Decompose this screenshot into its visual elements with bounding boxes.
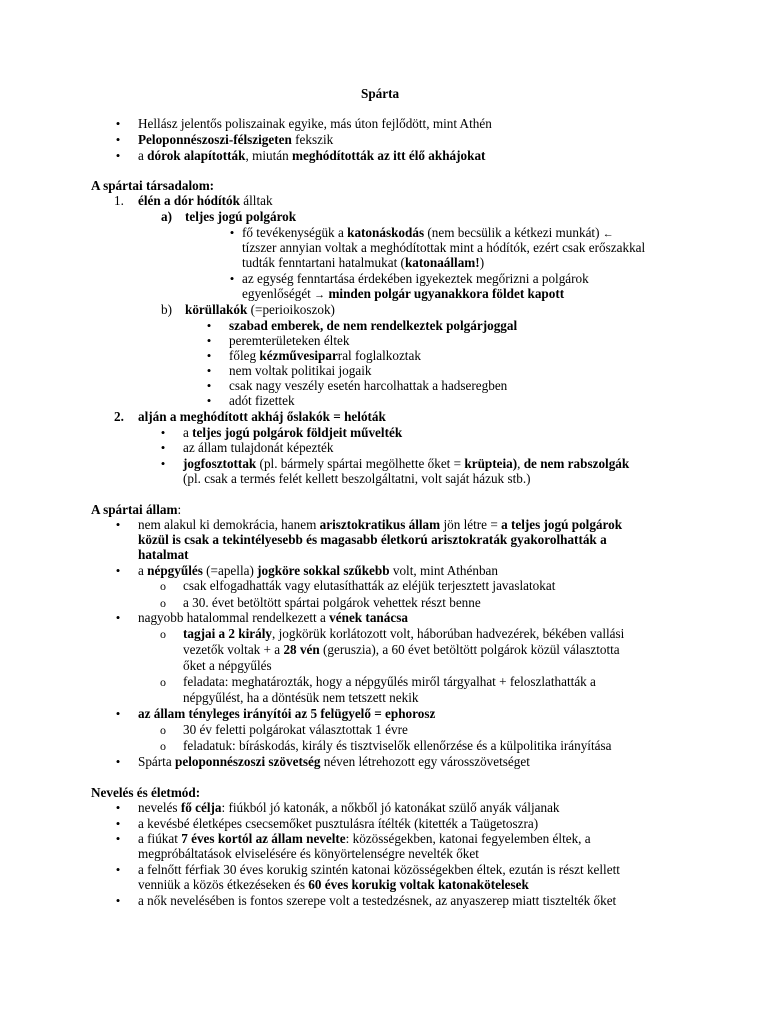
list-item [242, 271, 589, 286]
bullet-circle-icon [157, 674, 169, 690]
intro-line-2 [138, 132, 333, 147]
text-run: adót fizettek [229, 393, 295, 408]
text-run: ral foglalkoztak [337, 348, 421, 363]
bold-text-run: krüpteia) [464, 456, 518, 471]
bold-text-run: peloponnészoszi szövetség [175, 754, 321, 769]
bullet-dot-icon [112, 116, 124, 131]
bold-text-run: dórok alapították [147, 148, 246, 163]
list-item-b [185, 302, 335, 317]
list-item-2 [138, 409, 386, 424]
bold-text-run: fő célja [180, 800, 222, 815]
text-run: a 30. évet betöltött spártai polgárok vehettek részt benne [183, 595, 481, 610]
text-run: , [517, 456, 524, 471]
text-run: peremterületeken éltek [229, 333, 350, 348]
bullet-dot-icon [112, 132, 124, 147]
text-run: : közösségekben, katonai fegyelemben éltek, a [345, 831, 591, 846]
list-number: 1. [114, 193, 124, 208]
bullet-dot-icon [157, 425, 169, 440]
list-item-continuation [138, 547, 189, 562]
bullet-circle-icon [157, 595, 169, 611]
intro-line-3 [138, 148, 485, 163]
bullet-dot-icon [226, 225, 238, 240]
list-item [183, 578, 555, 593]
text-run: : [177, 502, 182, 517]
text-run: , miután [245, 148, 293, 163]
bullet-circle-icon [157, 738, 169, 754]
list-item [138, 893, 616, 908]
list-item [229, 363, 371, 378]
text-run: jön létre = [440, 517, 502, 532]
list-item [138, 816, 538, 831]
section-heading-allam [91, 502, 181, 517]
list-item [138, 831, 591, 846]
bold-text-run: teljes jogú polgárok [185, 209, 297, 224]
list-item [183, 425, 402, 440]
text-run: , jogkörük korlátozott volt, háborúban hadvezérek, békében vallási [272, 626, 625, 641]
bold-text-run: vének tanácsa [329, 610, 408, 625]
bullet-dot-icon [203, 363, 215, 378]
text-run: Spárta [138, 754, 175, 769]
text-run: néven létrehozott egy városszövetséget [320, 754, 530, 769]
text-run: a [138, 563, 148, 578]
text-run: (nem becsülik a kétkezi munkát) [424, 225, 603, 240]
bullet-dot-icon [112, 893, 124, 908]
list-item [138, 862, 620, 877]
bullet-circle-icon [157, 722, 169, 738]
bold-text-run: körüllakók [185, 302, 248, 317]
bold-text-run: minden polgár ugyanakkora földet kapott [325, 286, 565, 301]
text-run: csak nagy veszély esetén harcolhattak a hadseregben [229, 378, 508, 393]
bullet-dot-icon [203, 393, 215, 408]
bullet-dot-icon [112, 517, 124, 532]
text-run: nem voltak politikai jogaik [229, 363, 372, 378]
list-item [138, 563, 498, 578]
bullet-dot-icon [112, 816, 124, 831]
list-item [138, 517, 622, 532]
bullet-dot-icon [112, 862, 124, 877]
bold-text-run: 7 éves kortól az állam nevelte [181, 831, 346, 846]
text-run: vezetők voltak + a [183, 642, 284, 657]
list-number: 2. [114, 409, 124, 424]
list-item [183, 738, 611, 753]
text-run: (=apella) [202, 563, 258, 578]
text-run: nagyobb hatalommal rendelkezett a [138, 610, 330, 625]
list-item-1 [138, 193, 273, 208]
text-run: tízszer annyian voltak a meghódítottak mint a hódítók, ezért csak erőszakkal [242, 240, 646, 255]
bold-text-run: meghódították az itt élő akhájokat [292, 148, 486, 163]
text-run: fő tevékenységük a [242, 225, 348, 240]
text-run: volt, mint Athénban [389, 563, 498, 578]
list-item-continuation [242, 255, 484, 270]
list-item-continuation [183, 642, 620, 657]
bold-text-run: az állam tényleges irányítói az 5 felügyelő = ephorosz [138, 706, 436, 721]
text-run: feladata: meghatározták, hogy a népgyűlés miről tárgyalhat + feloszlathatták a [183, 674, 596, 689]
text-run: az állam tulajdonát képezték [183, 440, 334, 455]
bold-text-run: népgyűlés [147, 563, 203, 578]
bold-text-run: Peloponnészoszi-félszigeten [138, 132, 292, 147]
list-item-continuation [242, 240, 645, 255]
text-run: : fiúkból jó katonák, a nőkből jó katonákat szülő anyák váljanak [221, 800, 560, 815]
text-run: 30 év feletti polgárokat választottak 1 évre [183, 722, 408, 737]
bold-text-run: kézművesipar [259, 348, 338, 363]
bold-text-run: alján a meghódított akháj őslakók = helóták [138, 409, 386, 424]
bold-text-run: a teljes jogú polgárok [501, 517, 623, 532]
bullet-dot-icon [203, 333, 215, 348]
list-item [183, 674, 596, 689]
text-run: megpróbáltatások elviselésére és könyörtelenségre nevelték őket [138, 846, 479, 861]
bold-text-run: élén a dór hódítók [138, 193, 240, 208]
list-item [183, 440, 333, 455]
bullet-dot-icon [157, 440, 169, 455]
text-run: nevelés [138, 800, 181, 815]
bold-text-run: 60 éves korukig voltak katonakötelesek [308, 877, 529, 892]
bullet-circle-icon [157, 578, 169, 594]
bullet-dot-icon [112, 754, 124, 769]
bullet-dot-icon [203, 348, 215, 363]
text-run: venniük a közös étkezéseken és [138, 877, 309, 892]
list-item [229, 393, 295, 408]
text-run: őket a népgyűlés [183, 658, 272, 673]
text-run: a fiúkat [138, 831, 182, 846]
text-run: → [314, 289, 326, 301]
bold-text-run: jogköre sokkal szűkebb [257, 563, 390, 578]
text-run: (=perioikoszok) [247, 302, 335, 317]
text-run: (pl. csak a termés felét kellett beszolgáltatni, volt saját házuk stb.) [183, 471, 531, 486]
bold-text-run: katonaállam! [404, 255, 480, 270]
intro-line-1 [138, 116, 492, 131]
bold-text-run: jogfosztottak [183, 456, 257, 471]
bullet-dot-icon [203, 378, 215, 393]
section-heading-tarsadalom: A spártai társadalom: [91, 178, 215, 193]
text-run: (geruszia), a 60 évet betöltött polgárok közül választotta [319, 642, 620, 657]
list-item [183, 456, 629, 471]
page-title: Spárta [361, 86, 400, 101]
text-run: a kevésbé életképes csecsemőket pusztulásra ítélték (kitették a Taügetoszra) [138, 816, 539, 831]
list-item [138, 610, 408, 625]
list-item-continuation [138, 877, 529, 892]
text-run: ) [479, 255, 485, 270]
list-item [183, 722, 408, 737]
bold-text-run: tagjai a 2 király [183, 626, 273, 641]
list-letter-b: b) [161, 302, 172, 317]
list-item [229, 333, 349, 348]
list-item [138, 800, 560, 815]
bullet-dot-icon [226, 271, 238, 286]
list-item-a [185, 209, 296, 224]
text-run: főleg [229, 348, 260, 363]
list-item-continuation [138, 532, 607, 547]
bold-text-run: közül is csak a tekintélyesebb és magasabb életkorú arisztokraták gyakorolhatták a [138, 532, 607, 547]
text-run: csak elfogadhatták vagy elutasíthatták az eléjük terjesztett javaslatokat [183, 578, 556, 593]
list-item-continuation [183, 690, 418, 705]
text-run: a felnőtt férfiak 30 éves korukig szintén katonai közösségekben éltek, ezután is részt kellett [138, 862, 620, 877]
text-run: álltak [239, 193, 273, 208]
text-run: az egység fenntartása érdekében igyekeztek megőrizni a polgárok [242, 271, 589, 286]
list-letter-a: a) [161, 209, 172, 224]
text-run: a [138, 148, 148, 163]
bold-text-run: arisztokratikus állam [319, 517, 441, 532]
text-run: Hellász jelentős poliszainak egyike, más úton fejlődött, mint Athén [138, 116, 492, 131]
bold-text-run: teljes jogú polgárok földjeit művelték [192, 425, 403, 440]
text-run: fekszik [291, 132, 334, 147]
list-item [229, 318, 517, 333]
bold-text-run: katonáskodás [347, 225, 425, 240]
text-run: ← [602, 228, 614, 240]
list-item [229, 348, 421, 363]
bullet-circle-icon [157, 626, 169, 642]
bold-text-run: 28 vén [283, 642, 320, 657]
bullet-dot-icon [112, 610, 124, 625]
bold-text-run: A spártai állam [91, 502, 178, 517]
text-run: a nők nevelésében is fontos szerepe volt a testedzésnek, az anyaszerep miatt tisztelték őket [138, 893, 617, 908]
text-run: nem alakul ki demokrácia, hanem [138, 517, 320, 532]
bold-text-run: szabad emberek, de nem rendelkeztek polgárjoggal [229, 318, 518, 333]
bold-text-run: de nem rabszolgák [523, 456, 630, 471]
bullet-dot-icon [112, 148, 124, 163]
list-item [138, 706, 435, 721]
text-run: egyenlőségét [242, 286, 315, 301]
list-item [183, 595, 481, 610]
text-run: a [183, 425, 193, 440]
bullet-dot-icon [112, 800, 124, 815]
list-item [229, 378, 507, 393]
list-item-continuation [138, 846, 479, 861]
bullet-dot-icon [112, 706, 124, 721]
section-heading-neveles: Nevelés és életmód: [91, 785, 201, 800]
bold-text-run: hatalmat [138, 547, 189, 562]
bullet-dot-icon [157, 456, 169, 471]
list-item [138, 754, 530, 769]
text-run: (pl. bármely spártai megölhette őket = [256, 456, 465, 471]
text-run: tudták fenntartani hatalmukat ( [242, 255, 405, 270]
text-run: feladatuk: bíráskodás, király és tisztviselők ellenőrzése és a külpolitika irányítása [183, 738, 612, 753]
list-item-continuation [183, 658, 272, 673]
text-run: népgyűlést, ha a döntésük nem tetszett nekik [183, 690, 419, 705]
bullet-dot-icon [112, 831, 124, 846]
list-item-continuation [183, 471, 531, 486]
bullet-dot-icon [203, 318, 215, 333]
bullet-dot-icon [112, 563, 124, 578]
list-item-continuation [242, 286, 564, 303]
list-item [183, 626, 624, 641]
